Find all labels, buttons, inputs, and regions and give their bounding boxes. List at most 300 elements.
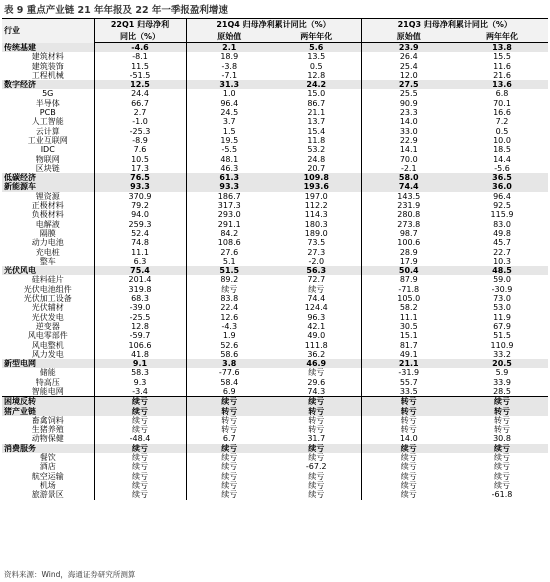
value-21q3-two-year: 53.0 bbox=[493, 303, 511, 313]
row-label: 电解液 bbox=[35, 219, 60, 229]
table-row bbox=[2, 313, 548, 322]
value-22q1: -8.9 bbox=[94, 136, 186, 145]
value-21q3-two-year: 30.8 bbox=[493, 434, 511, 444]
table-row bbox=[2, 201, 548, 210]
value-21q3-two-year: 45.7 bbox=[493, 238, 511, 248]
row-label: 旅游景区 bbox=[31, 490, 64, 500]
value-22q1: 9.3 bbox=[94, 378, 186, 387]
row-label: 半导体 bbox=[35, 98, 60, 108]
header-21q3-orig: 原始值 bbox=[361, 31, 456, 43]
value-21q3-orig: 98.7 bbox=[361, 229, 456, 238]
value-21q3-orig: 231.9 bbox=[361, 201, 456, 210]
value-22q1: 续亏 bbox=[94, 416, 186, 425]
table-row bbox=[2, 481, 548, 490]
value-22q1: 76.5 bbox=[94, 173, 186, 182]
value-22q1: 10.5 bbox=[94, 155, 186, 164]
value-21q4-orig: 2.1 bbox=[186, 43, 272, 53]
value-21q4-two-year: 5.6 bbox=[272, 43, 361, 53]
table-row bbox=[2, 387, 548, 397]
value-22q1: 106.6 bbox=[94, 341, 186, 350]
value-21q3-orig: 22.9 bbox=[361, 136, 456, 145]
value-22q1: -48.4 bbox=[94, 434, 186, 443]
value-21q3-two-year: 5.9 bbox=[495, 368, 509, 378]
value-21q4-two-year: 续亏 bbox=[308, 284, 325, 294]
row-label: 特高压 bbox=[35, 377, 60, 387]
value-21q4-orig: 22.4 bbox=[186, 303, 272, 312]
value-22q1: 24.4 bbox=[94, 89, 186, 98]
table-row bbox=[2, 210, 548, 219]
value-21q3-orig: 55.7 bbox=[361, 378, 456, 387]
value-21q3-orig: 74.4 bbox=[361, 182, 456, 191]
value-21q3-orig: 26.4 bbox=[361, 52, 456, 61]
value-22q1: 370.9 bbox=[94, 192, 186, 201]
table-row bbox=[2, 303, 548, 312]
value-21q3-orig: 转亏 bbox=[361, 407, 456, 416]
value-21q3-orig: 14.0 bbox=[361, 434, 456, 443]
value-21q4-orig: 转亏 bbox=[186, 425, 272, 434]
value-21q3-orig: 143.5 bbox=[361, 192, 456, 201]
value-21q4-orig: 52.6 bbox=[186, 341, 272, 350]
row-label: 硅料硅片 bbox=[31, 275, 64, 285]
value-21q3-two-year: 续亏 bbox=[494, 480, 510, 490]
value-21q4-two-year: 42.1 bbox=[307, 321, 326, 331]
value-21q3-orig: 30.5 bbox=[361, 322, 456, 331]
value-21q3-orig: 58.0 bbox=[361, 173, 456, 182]
table-row bbox=[2, 248, 548, 257]
table-row bbox=[2, 341, 548, 350]
value-21q4-orig: 291.1 bbox=[186, 220, 272, 229]
value-21q4-orig: -77.6 bbox=[186, 368, 272, 377]
value-22q1: 续亏 bbox=[94, 472, 186, 481]
value-21q3-two-year: 70.1 bbox=[493, 98, 511, 108]
value-21q4-two-year: 111.8 bbox=[304, 340, 328, 350]
value-21q3-orig: 续亏 bbox=[361, 481, 456, 490]
row-label: 光伏风电 bbox=[2, 266, 94, 275]
row-label: 区块链 bbox=[35, 163, 60, 173]
value-21q4-two-year: 13.5 bbox=[307, 52, 326, 62]
value-21q3-two-year: 115.9 bbox=[490, 210, 514, 220]
value-21q3-two-year: 转亏 bbox=[456, 407, 548, 416]
row-label: 充电桩 bbox=[35, 247, 60, 257]
value-22q1: 74.8 bbox=[94, 238, 186, 247]
table-row bbox=[2, 275, 548, 284]
row-label: 物联网 bbox=[35, 154, 60, 164]
category-row bbox=[2, 444, 548, 453]
value-21q3-orig: 33.0 bbox=[361, 127, 456, 136]
value-21q4-two-year: 180.3 bbox=[304, 219, 328, 229]
table-row bbox=[2, 89, 548, 98]
value-21q3-orig: 27.5 bbox=[361, 80, 456, 89]
value-21q4-two-year: 转亏 bbox=[308, 425, 325, 435]
value-21q4-two-year: 96.3 bbox=[307, 312, 326, 322]
value-21q4-orig: 48.1 bbox=[186, 155, 272, 164]
row-label: 风电零部件 bbox=[27, 331, 68, 341]
table-row bbox=[2, 127, 548, 136]
value-21q3-two-year: -30.9 bbox=[491, 284, 513, 294]
table-row bbox=[2, 257, 548, 266]
value-21q4-orig: 18.9 bbox=[186, 52, 272, 61]
value-21q4-orig: 83.8 bbox=[186, 294, 272, 303]
row-label: 机场 bbox=[39, 480, 56, 490]
value-21q4-orig: 12.6 bbox=[186, 313, 272, 322]
row-label: 新型电网 bbox=[2, 359, 94, 368]
row-label: 智能电网 bbox=[31, 386, 64, 396]
value-21q4-orig: 317.3 bbox=[186, 201, 272, 210]
value-21q4-orig: 89.2 bbox=[186, 275, 272, 284]
value-21q4-two-year: 74.3 bbox=[307, 386, 326, 396]
value-21q3-two-year: -5.6 bbox=[494, 163, 510, 173]
value-21q4-two-year: 112.2 bbox=[304, 201, 328, 211]
row-label: 工业互联网 bbox=[27, 135, 68, 145]
value-21q4-two-year: 49.0 bbox=[307, 331, 326, 341]
value-21q4-orig: 续亏 bbox=[186, 490, 272, 499]
value-21q3-orig: 15.1 bbox=[361, 331, 456, 340]
row-label: IDC bbox=[40, 145, 55, 155]
row-label: 逆变器 bbox=[35, 321, 60, 331]
value-21q4-two-year: 续亏 bbox=[272, 397, 361, 407]
row-label: 建筑材料 bbox=[31, 52, 64, 62]
value-21q4-two-year: 74.4 bbox=[307, 294, 326, 304]
source-note: 资料来源：Wind，海通证券研究所测算 bbox=[4, 570, 136, 579]
value-21q4-two-year: -67.2 bbox=[305, 462, 327, 472]
table-row bbox=[2, 378, 548, 387]
value-21q3-two-year: 28.5 bbox=[493, 386, 511, 396]
value-21q3-orig: 90.9 bbox=[361, 99, 456, 108]
category-row bbox=[2, 397, 548, 407]
value-21q3-two-year: 0.5 bbox=[495, 126, 509, 136]
value-22q1: 319.8 bbox=[94, 285, 186, 294]
value-21q4-orig: 续亏 bbox=[186, 285, 272, 294]
value-21q4-two-year: 15.0 bbox=[307, 89, 326, 99]
value-21q4-two-year: 109.8 bbox=[272, 173, 361, 182]
row-label: 传统基建 bbox=[2, 43, 94, 53]
category-row bbox=[2, 173, 548, 182]
value-21q3-orig: 25.4 bbox=[361, 62, 456, 71]
value-22q1: 续亏 bbox=[94, 453, 186, 462]
value-21q4-two-year: 27.3 bbox=[307, 247, 326, 257]
category-row bbox=[2, 182, 548, 191]
value-21q4-orig: 续亏 bbox=[186, 462, 272, 471]
table-row bbox=[2, 145, 548, 154]
value-21q3-orig: 14.1 bbox=[361, 145, 456, 154]
value-22q1: 11.1 bbox=[94, 248, 186, 257]
table-row bbox=[2, 220, 548, 229]
value-22q1: 2.7 bbox=[94, 108, 186, 117]
row-label: 畜禽饲料 bbox=[31, 415, 64, 425]
table-row bbox=[2, 416, 548, 425]
value-21q3-orig: 81.7 bbox=[361, 341, 456, 350]
row-label: 5G bbox=[42, 89, 54, 99]
header-21q3-two-year: 两年年化 bbox=[456, 31, 548, 43]
value-21q3-two-year: 21.6 bbox=[493, 70, 511, 80]
value-21q4-orig: 续亏 bbox=[186, 481, 272, 490]
header-21q4: 21Q4 归母净利累计同比（%） bbox=[186, 19, 361, 32]
value-21q4-orig: 转亏 bbox=[186, 416, 272, 425]
table-row bbox=[2, 164, 548, 173]
value-21q4-orig: 续亏 bbox=[186, 397, 272, 407]
value-22q1: -1.0 bbox=[94, 117, 186, 126]
value-21q4-two-year: 12.8 bbox=[307, 70, 326, 80]
row-label: 风电整机 bbox=[31, 340, 64, 350]
header-21q3: 21Q3 归母净利累计同比（%） bbox=[361, 19, 548, 32]
value-21q4-orig: 6.7 bbox=[186, 434, 272, 443]
value-22q1: -51.5 bbox=[94, 71, 186, 80]
value-21q4-orig: 续亏 bbox=[186, 453, 272, 462]
row-label: 光伏辅材 bbox=[31, 303, 64, 313]
value-22q1: 11.5 bbox=[94, 62, 186, 71]
value-22q1: 68.3 bbox=[94, 294, 186, 303]
category-row bbox=[2, 266, 548, 275]
value-22q1: 6.3 bbox=[94, 257, 186, 266]
row-label: 动力电池 bbox=[31, 238, 64, 248]
row-label: 储能 bbox=[39, 368, 56, 378]
value-21q4-orig: -3.8 bbox=[186, 62, 272, 71]
value-21q3-two-year: 51.5 bbox=[493, 331, 511, 341]
row-label: 新能源车 bbox=[2, 182, 94, 191]
row-label: PCB bbox=[39, 108, 56, 118]
row-label: 困境反转 bbox=[2, 397, 94, 407]
table-row bbox=[2, 472, 548, 481]
value-21q4-orig: 58.4 bbox=[186, 378, 272, 387]
value-22q1: 17.3 bbox=[94, 164, 186, 173]
value-21q4-orig: 61.3 bbox=[186, 173, 272, 182]
value-21q4-orig: 3.7 bbox=[186, 117, 272, 126]
table-row bbox=[2, 52, 548, 61]
value-21q3-two-year: -61.8 bbox=[491, 490, 513, 500]
value-22q1: 94.0 bbox=[94, 210, 186, 219]
table-row bbox=[2, 192, 548, 201]
value-21q3-two-year: 92.5 bbox=[493, 201, 511, 211]
row-label: 建筑装饰 bbox=[31, 61, 64, 71]
value-21q4-orig: 84.2 bbox=[186, 229, 272, 238]
row-label: 隔膜 bbox=[39, 228, 56, 238]
table-title: 表 9 重点产业链 21 年年报及 22 年一季报盈利增速 bbox=[4, 5, 228, 16]
value-22q1: -3.4 bbox=[94, 387, 186, 397]
value-21q3-two-year: 15.5 bbox=[493, 52, 511, 62]
value-21q4-orig: 续亏 bbox=[186, 472, 272, 481]
row-label: 云计算 bbox=[35, 126, 60, 136]
value-21q3-two-year: 续亏 bbox=[456, 397, 548, 407]
value-21q3-two-year: 67.9 bbox=[493, 321, 511, 331]
value-21q3-orig: 105.0 bbox=[361, 294, 456, 303]
value-21q4-two-year: 114.3 bbox=[304, 210, 328, 220]
value-22q1: 续亏 bbox=[94, 462, 186, 471]
value-21q4-two-year: 124.4 bbox=[304, 303, 328, 313]
value-21q3-orig: -31.9 bbox=[361, 368, 456, 377]
value-22q1: 58.3 bbox=[94, 368, 186, 377]
value-21q3-two-year: 续亏 bbox=[494, 453, 510, 463]
row-label: 光伏电池组件 bbox=[23, 284, 72, 294]
value-21q4-orig: 19.5 bbox=[186, 136, 272, 145]
value-21q4-two-year: 53.2 bbox=[307, 145, 326, 155]
value-21q4-two-year: 转亏 bbox=[308, 415, 325, 425]
table-row bbox=[2, 62, 548, 71]
value-21q3-orig: 转亏 bbox=[361, 416, 456, 425]
value-21q4-orig: 93.3 bbox=[186, 182, 272, 191]
value-21q4-orig: 1.9 bbox=[186, 331, 272, 340]
value-21q4-two-year: 20.7 bbox=[307, 163, 326, 173]
value-22q1: 续亏 bbox=[94, 397, 186, 407]
value-21q4-orig: 31.3 bbox=[186, 80, 272, 89]
value-21q3-two-year: 73.0 bbox=[493, 294, 511, 304]
value-21q3-orig: 续亏 bbox=[361, 472, 456, 481]
table-row bbox=[2, 229, 548, 238]
table-row bbox=[2, 108, 548, 117]
value-21q4-two-year: 续亏 bbox=[308, 480, 325, 490]
value-22q1: -25.5 bbox=[94, 313, 186, 322]
value-21q3-two-year: 33.9 bbox=[493, 377, 511, 387]
table-row bbox=[2, 368, 548, 377]
value-21q3-two-year: 转亏 bbox=[494, 415, 510, 425]
table-row bbox=[2, 136, 548, 145]
value-21q4-orig: 108.6 bbox=[186, 238, 272, 247]
category-row bbox=[2, 359, 548, 368]
value-21q4-orig: 24.5 bbox=[186, 108, 272, 117]
value-21q3-orig: -71.8 bbox=[361, 285, 456, 294]
category-row bbox=[2, 43, 548, 53]
table-row bbox=[2, 294, 548, 303]
value-21q3-two-year: 33.2 bbox=[493, 349, 511, 359]
table-row bbox=[2, 322, 548, 331]
value-21q4-two-year: 86.7 bbox=[307, 98, 326, 108]
row-label: 风力发电 bbox=[31, 349, 64, 359]
value-21q3-orig: 280.8 bbox=[361, 210, 456, 219]
value-21q3-orig: -2.1 bbox=[361, 164, 456, 173]
value-21q4-orig: 293.0 bbox=[186, 210, 272, 219]
value-22q1: 52.4 bbox=[94, 229, 186, 238]
header-row-top bbox=[2, 19, 548, 32]
value-21q3-two-year: 13.6 bbox=[456, 80, 548, 89]
value-21q4-two-year: 46.9 bbox=[272, 359, 361, 368]
value-22q1: 66.7 bbox=[94, 99, 186, 108]
value-21q3-orig: 续亏 bbox=[361, 462, 456, 471]
row-label: 餐饮 bbox=[39, 453, 56, 463]
value-22q1: 259.3 bbox=[94, 220, 186, 229]
value-21q4-orig: -5.5 bbox=[186, 145, 272, 154]
row-label: 猪产业链 bbox=[2, 407, 94, 416]
table-row bbox=[2, 490, 548, 499]
value-21q3-orig: 转亏 bbox=[361, 397, 456, 407]
value-21q3-two-year: 13.8 bbox=[456, 43, 548, 53]
table-row bbox=[2, 453, 548, 462]
value-21q3-two-year: 96.4 bbox=[493, 191, 511, 201]
value-21q4-two-year: 续亏 bbox=[308, 471, 325, 481]
table-body bbox=[2, 43, 548, 500]
profit-growth-table bbox=[2, 18, 548, 500]
table-row bbox=[2, 71, 548, 80]
table-row bbox=[2, 462, 548, 471]
value-21q4-two-year: 24.8 bbox=[307, 154, 326, 164]
value-21q3-orig: 100.6 bbox=[361, 238, 456, 247]
value-21q4-orig: 46.3 bbox=[186, 164, 272, 173]
table-row bbox=[2, 434, 548, 443]
value-21q3-orig: 17.9 bbox=[361, 257, 456, 266]
header-industry: 行业 bbox=[2, 19, 94, 43]
table-row bbox=[2, 117, 548, 126]
value-21q4-orig: -7.1 bbox=[186, 71, 272, 80]
value-21q3-orig: 21.1 bbox=[361, 359, 456, 368]
value-22q1: 41.8 bbox=[94, 350, 186, 359]
value-21q3-two-year: 14.4 bbox=[493, 154, 511, 164]
value-21q4-two-year: 56.3 bbox=[272, 266, 361, 275]
value-21q4-two-year: 197.0 bbox=[304, 191, 328, 201]
value-21q4-two-year: 续亏 bbox=[308, 490, 325, 500]
value-21q3-two-year: 转亏 bbox=[494, 425, 510, 435]
value-21q3-two-year: 18.5 bbox=[493, 145, 511, 155]
value-21q4-two-year: 29.6 bbox=[307, 377, 326, 387]
row-label: 整车 bbox=[39, 256, 56, 266]
table-row bbox=[2, 238, 548, 247]
value-21q4-orig: 58.6 bbox=[186, 350, 272, 359]
value-22q1: 79.2 bbox=[94, 201, 186, 210]
value-21q3-orig: 25.5 bbox=[361, 89, 456, 98]
value-21q4-orig: 3.8 bbox=[186, 359, 272, 368]
value-22q1: 12.5 bbox=[94, 80, 186, 89]
profit-growth-table-container bbox=[2, 18, 548, 500]
value-22q1: 12.8 bbox=[94, 322, 186, 331]
value-22q1: -25.3 bbox=[94, 127, 186, 136]
value-21q3-two-year: 11.6 bbox=[493, 61, 511, 71]
table-row bbox=[2, 331, 548, 340]
row-label: 光伏加工设备 bbox=[23, 294, 72, 304]
value-21q3-orig: 14.0 bbox=[361, 117, 456, 126]
row-label: 负极材料 bbox=[31, 210, 64, 220]
header-21q4-two-year: 两年年化 bbox=[272, 31, 361, 43]
table-row bbox=[2, 425, 548, 434]
value-21q4-orig: 27.6 bbox=[186, 248, 272, 257]
value-21q3-orig: 50.4 bbox=[361, 266, 456, 275]
value-21q3-two-year: 7.2 bbox=[495, 117, 509, 127]
value-21q4-orig: 51.5 bbox=[186, 266, 272, 275]
value-21q4-two-year: 续亏 bbox=[308, 453, 325, 463]
value-21q3-orig: 11.1 bbox=[361, 313, 456, 322]
value-21q3-orig: 23.3 bbox=[361, 108, 456, 117]
value-21q3-orig: 70.0 bbox=[361, 155, 456, 164]
value-21q4-two-year: 73.5 bbox=[307, 238, 326, 248]
value-21q3-two-year: 10.3 bbox=[493, 256, 511, 266]
value-21q3-two-year: 48.5 bbox=[456, 266, 548, 275]
value-21q4-two-year: 193.6 bbox=[272, 182, 361, 191]
value-21q3-orig: 33.5 bbox=[361, 387, 456, 397]
table-row bbox=[2, 350, 548, 359]
row-label: 工程机械 bbox=[31, 70, 64, 80]
value-21q4-two-year: 36.2 bbox=[307, 349, 326, 359]
value-21q4-two-year: 21.1 bbox=[307, 108, 326, 118]
value-21q4-two-year: 31.7 bbox=[307, 434, 326, 444]
value-21q3-orig: 续亏 bbox=[361, 453, 456, 462]
value-21q3-orig: 58.2 bbox=[361, 303, 456, 312]
value-22q1: 续亏 bbox=[94, 481, 186, 490]
value-21q4-orig: 转亏 bbox=[186, 407, 272, 416]
value-21q4-two-year: -2.0 bbox=[308, 256, 325, 266]
row-label: 航空运输 bbox=[31, 471, 64, 481]
row-label: 动物保健 bbox=[31, 434, 64, 444]
value-21q3-two-year: 36.5 bbox=[456, 173, 548, 182]
value-22q1: -59.7 bbox=[94, 331, 186, 340]
value-21q4-orig: 186.7 bbox=[186, 192, 272, 201]
row-label: 数字经济 bbox=[2, 80, 94, 89]
value-21q4-two-year: 转亏 bbox=[272, 407, 361, 416]
value-21q4-two-year: 11.8 bbox=[307, 135, 326, 145]
value-22q1: 续亏 bbox=[94, 444, 186, 453]
value-21q3-two-year: 16.6 bbox=[493, 108, 511, 118]
value-22q1: 201.4 bbox=[94, 275, 186, 284]
value-22q1: 7.6 bbox=[94, 145, 186, 154]
category-row bbox=[2, 407, 548, 416]
value-21q3-two-year: 续亏 bbox=[456, 444, 548, 453]
value-22q1: 续亏 bbox=[94, 425, 186, 434]
value-21q3-two-year: 59.0 bbox=[493, 275, 511, 285]
